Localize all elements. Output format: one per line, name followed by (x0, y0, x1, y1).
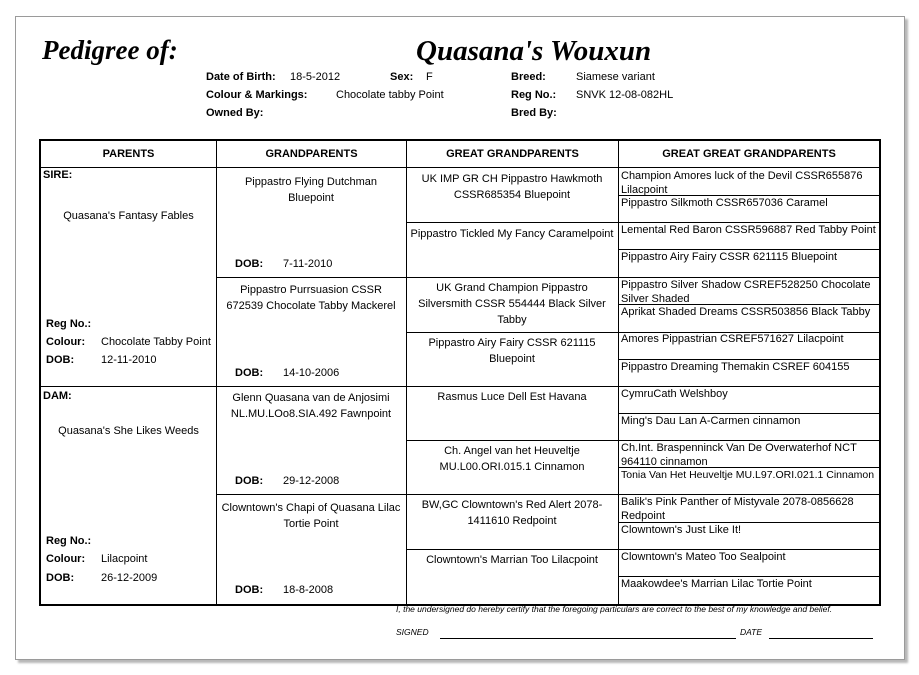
dob-value: 18-5-2012 (290, 71, 341, 83)
sire-name: Quasana's Fantasy Fables (63, 210, 194, 222)
great-great-grandparent-6: Aprikat Shaded Dreams CSSR503856 Black Tabby (621, 306, 871, 318)
date-line[interactable] (769, 638, 873, 639)
grandparent-3-dob: 29-12-2008 (283, 475, 340, 487)
grandparent-3-name: Glenn Quasana van de Anjosimi NL.MU.LOo8.SIA.492 Fawnpoint (230, 392, 392, 420)
grandparent-2-dob: 14-10-2006 (283, 367, 340, 379)
great-grandparent-4: Pippastro Airy Fairy CSSR 621115 Bluepoint (428, 337, 596, 365)
grandparent-1-dob-label: DOB: (235, 258, 264, 270)
reg-no-value: SNVK 12-08-082HL (576, 89, 674, 101)
great-grandparent-8: Clowntown's Marrian Too Lilacpoint (426, 554, 598, 566)
great-great-grandparent-3: Lemental Red Baron CSSR596887 Red Tabby Point (621, 224, 876, 236)
great-grandparent-6: Ch. Angel van het Heuveltje MU.L00.ORI.015.1 Cinnamon (439, 445, 585, 473)
col-header-great-grandparents: GREAT GRANDPARENTS (446, 148, 579, 160)
great-great-grandparent-15: Clowntown's Mateo Too Sealpoint (621, 551, 786, 563)
colour-markings-label: Colour & Markings: (206, 89, 308, 101)
great-grandparent-2: Pippastro Tickled My Fancy Caramelpoint (410, 228, 614, 240)
reg-no-label: Reg No.: (511, 89, 557, 101)
grandparent-4-name: Clowntown's Chapi of Quasana Lilac Tortie Point (221, 502, 401, 530)
great-great-grandparent-8: Pippastro Dreaming Themakin CSREF 604155 (621, 361, 850, 373)
dam-name: Quasana's She Likes Weeds (58, 425, 199, 437)
sire-dob-label: DOB: (46, 354, 75, 366)
certification-text: I, the undersigned do hereby certify that the foregoing particulars are correct to the best of my knowledge and belief. (396, 604, 833, 614)
great-great-grandparent-1: Champion Amores luck of the Devil CSSR655876 Lilacpoint (621, 170, 863, 196)
cat-name: Quasana's Wouxun (416, 35, 652, 67)
great-grandparent-7: BW,GC Clowntown's Red Alert 2078-1411610 Redpoint (421, 499, 603, 527)
grandparent-4-dob-label: DOB: (235, 584, 264, 596)
signature-line[interactable] (440, 638, 736, 639)
great-great-grandparent-14: Clowntown's Just Like It! (621, 524, 742, 536)
sex-value: F (426, 71, 433, 83)
great-great-grandparent-16: Maakowdee's Marrian Lilac Tortie Point (621, 578, 812, 590)
breed-label: Breed: (511, 71, 546, 83)
pedigree-table (39, 139, 881, 606)
great-grandparent-5: Rasmus Luce Dell Est Havana (437, 391, 587, 403)
grandparent-2-name: Pippastro Purrsuasion CSSR 672539 Chocolate Tabby Mackerel (226, 284, 396, 312)
bred-by-label: Bred By: (511, 107, 557, 119)
dam-heading: DAM: (43, 390, 72, 402)
grandparent-1-name: Pippastro Flying Dutchman Bluepoint (244, 176, 378, 204)
dob-label: Date of Birth: (206, 71, 276, 83)
great-great-grandparent-10: Ming's Dau Lan A-Carmen cinnamon (621, 415, 801, 427)
sire-colour-value: Chocolate Tabby Point (101, 336, 211, 348)
grandparent-2-dob-label: DOB: (235, 367, 264, 379)
sire-reg-label: Reg No.: (46, 318, 92, 330)
great-grandparent-1: UK IMP GR CH Pippastro Hawkmoth CSSR685354 Bluepoint (421, 173, 603, 201)
great-grandparent-3: UK Grand Champion Pippastro Silversmith CSSR 554444 Black Silver Tabby (418, 282, 606, 326)
dam-colour-value: Lilacpoint (101, 553, 148, 565)
col-header-great-great-grandparents: GREAT GREAT GRANDPARENTS (662, 148, 836, 160)
grandparent-3-dob-label: DOB: (235, 475, 264, 487)
colour-markings-value: Chocolate tabby Point (336, 89, 444, 101)
great-great-grandparent-4: Pippastro Airy Fairy CSSR 621115 Bluepoint (621, 251, 838, 263)
great-great-grandparent-5: Pippastro Silver Shadow CSREF528250 Chocolate Silver Shaded (621, 279, 871, 305)
great-great-grandparent-11: Ch.Int. Braspenninck Van De Overwaterhof NCT 964110 cinnamon (621, 442, 857, 468)
great-great-grandparent-12: Tonia Van Het Heuveltje MU.L97.ORI.021.1 Cinnamon (621, 469, 875, 481)
breed-value: Siamese variant (576, 71, 655, 83)
sire-dob-value: 12-11-2010 (101, 354, 157, 366)
grandparent-1-dob: 7-11-2010 (283, 258, 333, 270)
great-great-grandparent-2: Pippastro Silkmoth CSSR657036 Caramel (621, 197, 828, 209)
signed-label: SIGNED (396, 627, 429, 637)
dam-dob-value: 26-12-2009 (101, 572, 158, 584)
pedigree-title-label: Pedigree of: (42, 35, 178, 65)
dam-reg-label: Reg No.: (46, 535, 92, 547)
pedigree-sheet (15, 16, 905, 660)
sire-colour-label: Colour: (46, 336, 86, 348)
col-header-parents: PARENTS (102, 148, 155, 160)
owned-by-label: Owned By: (206, 107, 264, 119)
col-header-grandparents: GRANDPARENTS (265, 148, 358, 160)
great-great-grandparent-9: CymruCath Welshboy (621, 388, 728, 400)
great-great-grandparent-7: Amores Pippastrian CSREF571627 Lilacpoint (621, 333, 844, 345)
date-label: DATE (740, 627, 763, 637)
dam-colour-label: Colour: (46, 553, 86, 565)
sex-label: Sex: (390, 71, 414, 83)
grandparent-4-dob: 18-8-2008 (283, 584, 334, 596)
sire-heading: SIRE: (43, 169, 73, 181)
dam-dob-label: DOB: (46, 572, 75, 584)
great-great-grandparent-13: Balik's Pink Panther of Mistyvale 2078-0856628 Redpoint (621, 496, 854, 522)
